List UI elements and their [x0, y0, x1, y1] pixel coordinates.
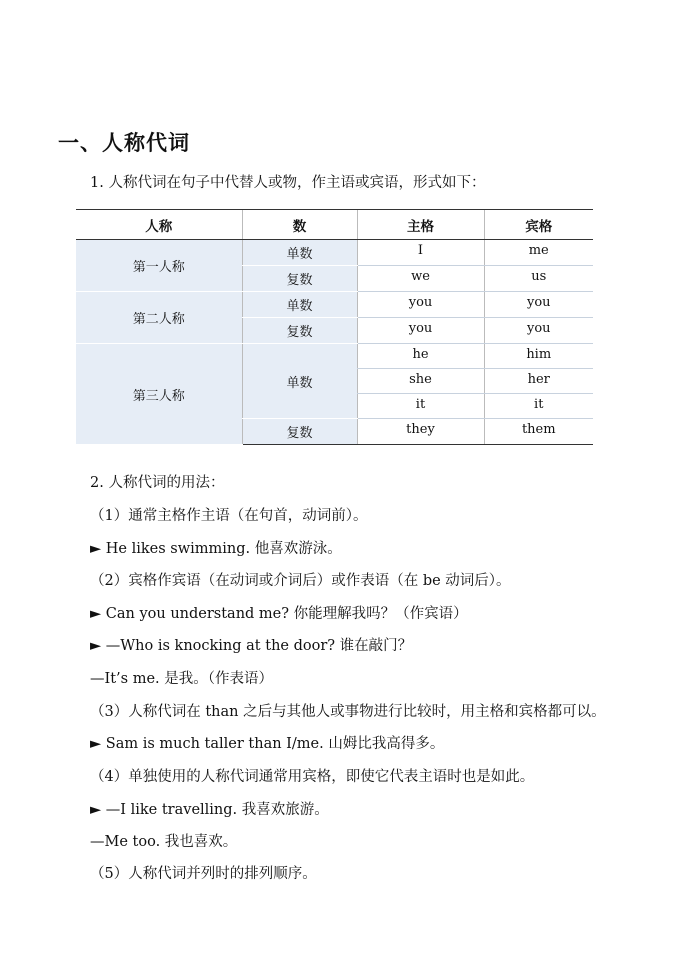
intro-text: 1. 人称代词在句子中代替人或物，作主语或宾语，形式如下： — [90, 175, 486, 191]
pronoun-table — [76, 209, 593, 445]
objective-cell: them — [484, 419, 593, 445]
rule-4: （4）单独使用的人称代词通常用宾格，即使它代表主语时也是如此。 — [90, 769, 535, 785]
rule-2: （2）宾格作宾语（在动词或介词后）或作表语（在 be 动词后）。 — [90, 573, 511, 589]
table-row — [76, 344, 593, 369]
person-third: 第三人称 — [76, 344, 242, 445]
header-objective: 宾格 — [484, 210, 593, 240]
section-heading: 一、人称代词 — [58, 131, 190, 155]
rule-1: （1）通常主格作主语（在句首，动词前）。 — [90, 508, 368, 524]
objective-cell: you — [484, 292, 593, 318]
objective-cell: you — [484, 318, 593, 344]
person-second: 第二人称 — [76, 292, 242, 344]
number-cell: 单数 — [242, 344, 357, 419]
number-cell: 单数 — [242, 292, 357, 318]
example-5-answer: —Me too. 我也喜欢。 — [90, 834, 238, 850]
example-1: ► He likes swimming. 他喜欢游泳。 — [90, 541, 342, 557]
table-row — [76, 292, 593, 318]
subjective-cell: I — [357, 240, 484, 266]
number-cell: 复数 — [242, 266, 357, 292]
example-4: ► Sam is much taller than I/me. 山姆比我高得多。 — [90, 736, 445, 752]
subjective-cell: they — [357, 419, 484, 445]
example-2: ► Can you understand me? 你能理解我吗？（作宾语） — [90, 606, 468, 622]
subjective-cell: she — [357, 369, 484, 394]
subjective-cell: it — [357, 394, 484, 419]
example-5-question: ► —I like travelling. 我喜欢旅游。 — [90, 802, 329, 818]
objective-cell: her — [484, 369, 593, 394]
subjective-cell: you — [357, 292, 484, 318]
rule-3: （3）人称代词在 than 之后与其他人或事物进行比较时，用主格和宾格都可以。 — [90, 704, 606, 720]
objective-cell: it — [484, 394, 593, 419]
person-first: 第一人称 — [76, 240, 242, 292]
number-cell: 复数 — [242, 419, 357, 445]
objective-cell: him — [484, 344, 593, 369]
header-number: 数 — [242, 210, 357, 240]
objective-cell: us — [484, 266, 593, 292]
subjective-cell: we — [357, 266, 484, 292]
rule-5: （5）人称代词并列时的排列顺序。 — [90, 866, 317, 882]
subjective-cell: you — [357, 318, 484, 344]
objective-cell: me — [484, 240, 593, 266]
table-row — [76, 240, 593, 266]
example-3-answer: —It’s me. 是我。（作表语） — [90, 671, 274, 687]
subjective-cell: he — [357, 344, 484, 369]
usage-heading: 2. 人称代词的用法： — [90, 475, 225, 491]
number-cell: 单数 — [242, 240, 357, 266]
table-header-row — [76, 210, 593, 240]
header-person: 人称 — [76, 210, 242, 240]
example-3-question: ► —Who is knocking at the door? 谁在敲门？ — [90, 638, 413, 654]
header-subjective: 主格 — [357, 210, 484, 240]
number-cell: 复数 — [242, 318, 357, 344]
